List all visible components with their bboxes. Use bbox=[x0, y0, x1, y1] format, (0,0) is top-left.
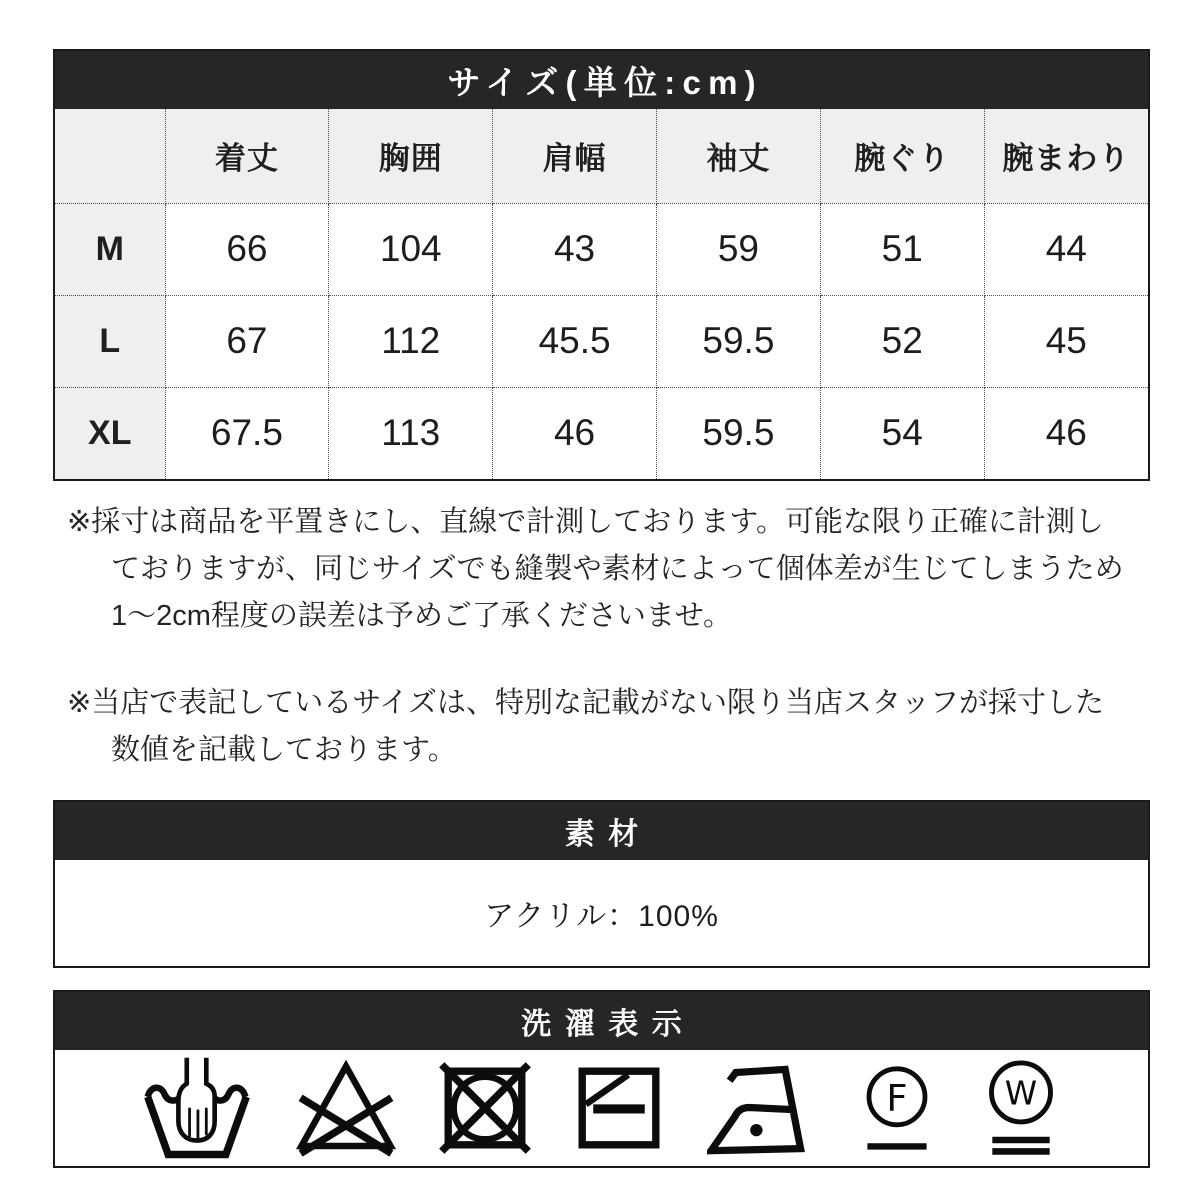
size-value-cell: 52 bbox=[820, 295, 984, 387]
corner-cell bbox=[55, 109, 165, 203]
care-section bbox=[53, 990, 1150, 1168]
note-measurement-accuracy bbox=[67, 499, 1150, 640]
size-value-cell: 112 bbox=[329, 295, 493, 387]
care-section-title: 洗濯表示 bbox=[521, 1008, 696, 1041]
note-line: ※当店で表記しているサイズは、特別な記載がない限り当店スタッフが採寸した bbox=[67, 687, 1104, 719]
column-header: 腕ぐり bbox=[820, 109, 984, 203]
dry-flat-in-shade-icon bbox=[573, 1062, 665, 1154]
size-value-cell: 43 bbox=[493, 203, 657, 295]
care-icons-row bbox=[55, 1050, 1148, 1166]
do-not-tumble-dry-icon bbox=[439, 1062, 531, 1154]
size-value-cell: 59.5 bbox=[656, 295, 820, 387]
hand-wash-icon bbox=[141, 1055, 253, 1161]
column-header: 腕まわり bbox=[984, 109, 1148, 203]
material-section bbox=[53, 800, 1150, 968]
dry-clean-petroleum-gentle-icon bbox=[857, 1063, 937, 1153]
measurement-notes bbox=[67, 499, 1150, 774]
size-value-cell: 44 bbox=[984, 203, 1148, 295]
size-table bbox=[55, 109, 1148, 479]
size-section bbox=[53, 49, 1150, 481]
column-header: 着丈 bbox=[165, 109, 329, 203]
size-label: XL bbox=[55, 387, 165, 479]
size-value-cell: 46 bbox=[984, 387, 1148, 479]
size-row-m bbox=[55, 203, 1148, 295]
svg-text:F: F bbox=[885, 1076, 908, 1120]
note-line: 1〜2cm程度の誤差は予めご了承くださいませ。 bbox=[111, 600, 733, 632]
note-line: 数値を記載しております。 bbox=[111, 734, 457, 766]
size-section-header bbox=[55, 51, 1148, 109]
size-value-cell: 59.5 bbox=[656, 387, 820, 479]
size-section-title: サイズ(単位:cm) bbox=[447, 63, 763, 101]
size-value-cell: 46 bbox=[493, 387, 657, 479]
svg-text:W: W bbox=[1004, 1074, 1037, 1113]
note-line: ておりますが、同じサイズでも縫製や素材によって個体差が生じてしまうため bbox=[111, 553, 1124, 585]
size-row-xl bbox=[55, 387, 1148, 479]
note-staff-measured bbox=[67, 680, 1150, 774]
material-content bbox=[55, 860, 1148, 966]
care-section-header bbox=[55, 992, 1148, 1050]
size-value-cell: 45.5 bbox=[493, 295, 657, 387]
size-value-cell: 104 bbox=[329, 203, 493, 295]
material-section-title: 素材 bbox=[564, 818, 652, 851]
size-row-l bbox=[55, 295, 1148, 387]
note-line: ※採寸は商品を平置きにし、直線で計測しております。可能な限り正確に計測し bbox=[67, 506, 1104, 538]
size-value-cell: 45 bbox=[984, 295, 1148, 387]
iron-low-heat-icon bbox=[707, 1059, 815, 1157]
size-value-cell: 54 bbox=[820, 387, 984, 479]
size-value-cell: 66 bbox=[165, 203, 329, 295]
column-header: 袖丈 bbox=[656, 109, 820, 203]
material-value: アクリル：100% bbox=[484, 900, 719, 933]
size-value-cell: 67.5 bbox=[165, 387, 329, 479]
size-value-cell: 59 bbox=[656, 203, 820, 295]
column-header: 胸囲 bbox=[329, 109, 493, 203]
size-value-cell: 113 bbox=[329, 387, 493, 479]
column-header: 肩幅 bbox=[493, 109, 657, 203]
do-not-bleach-icon bbox=[295, 1057, 397, 1159]
wet-clean-very-gentle-icon bbox=[979, 1058, 1063, 1158]
material-section-header bbox=[55, 802, 1148, 860]
size-label: M bbox=[55, 203, 165, 295]
size-label: L bbox=[55, 295, 165, 387]
size-value-cell: 51 bbox=[820, 203, 984, 295]
size-value-cell: 67 bbox=[165, 295, 329, 387]
size-table-header-row bbox=[55, 109, 1148, 203]
